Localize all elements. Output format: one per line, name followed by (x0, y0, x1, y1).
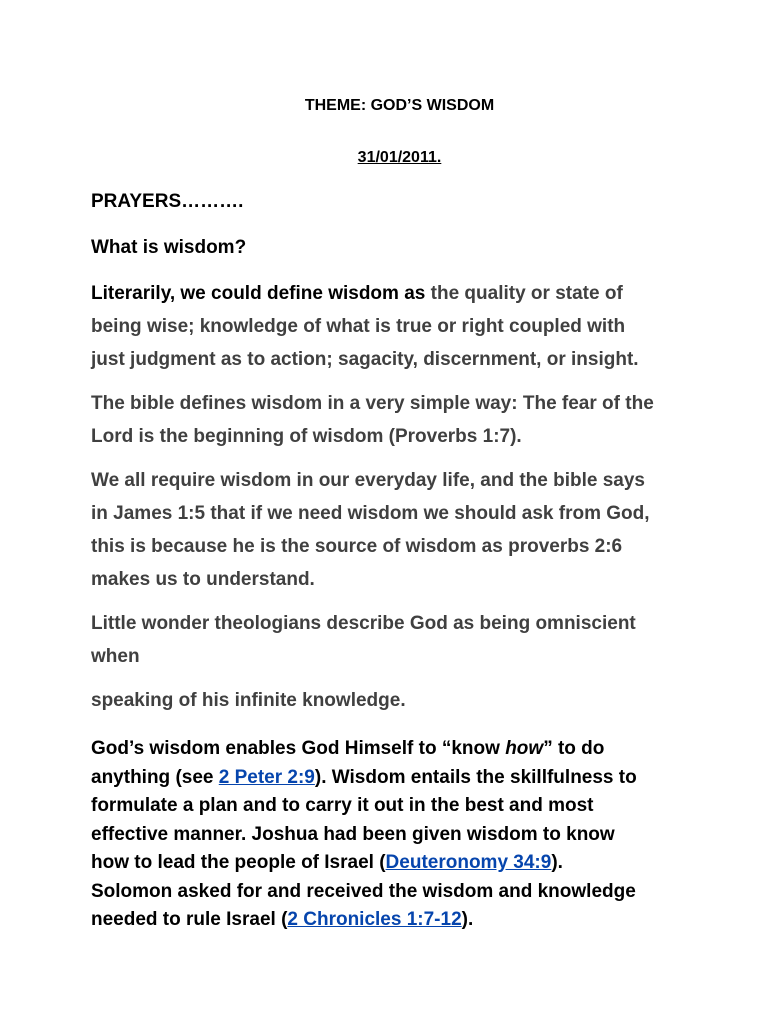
paragraph-line: needed to rule Israel (2 Chronicles 1:7-12). (91, 909, 474, 930)
definition-text: the quality or state of (425, 283, 623, 304)
paragraph-bible-definition (91, 387, 708, 453)
paragraph-line: Solomon asked for and received the wisdom and knowledge (91, 880, 636, 902)
paragraph-line: The bible defines wisdom in a very simple way: The fear of the (91, 393, 654, 414)
paragraph-line: effective manner. Joshua had been given wisdom to know (91, 823, 615, 845)
paragraph-everyday-wisdom (91, 464, 708, 596)
paragraph-line: when (91, 646, 140, 667)
theme-title: THEME: GOD’S WISDOM (304, 97, 495, 114)
paragraph-gods-wisdom (91, 735, 708, 935)
link-deuteronomy-34-9[interactable]: Deuteronomy 34:9 (385, 852, 552, 873)
paragraph-line: We all require wisdom in our everyday life, and the bible says (91, 470, 645, 491)
prayers-heading: PRAYERS………. (91, 191, 244, 212)
paragraph-line: in James 1:5 that if we need wisdom we should ask from God, (91, 503, 650, 524)
paragraph-line: God’s wisdom enables God Himself to “know how” to do (91, 738, 605, 759)
question-heading: What is wisdom? (91, 237, 247, 258)
paragraph-line: just judgment as to action; sagacity, discernment, or insight. (91, 349, 639, 370)
paragraph-line (91, 277, 708, 310)
paragraph-line: Lord is the beginning of wisdom (Proverbs 1:7). (91, 426, 522, 447)
link-2-chronicles-1-7-12[interactable]: 2 Chronicles 1:7-12 (287, 909, 462, 930)
paragraph-line: formulate a plan and to carry it out in the best and most (91, 795, 594, 816)
paragraph-line: speaking of his infinite knowledge. (91, 690, 406, 711)
paragraph-omniscient (91, 607, 708, 673)
paragraph-line: how to lead the people of Israel (Deuteronomy 34:9). (91, 852, 563, 873)
paragraph-line: Little wonder theologians describe God as being omniscient (91, 613, 636, 634)
paragraph-definition (91, 277, 708, 376)
link-2-peter-2-9[interactable]: 2 Peter 2:9 (218, 766, 315, 788)
paragraph-infinite-knowledge (91, 684, 708, 717)
document-date: 31/01/2011. (357, 149, 442, 166)
paragraph-line: makes us to understand. (91, 569, 315, 590)
paragraph-line: this is because he is the source of wisdom as proverbs 2:6 (91, 536, 623, 557)
paragraph-line: anything (see 2 Peter 2:9). Wisdom entails the skillfulness to (91, 766, 637, 788)
emphasis-how: how (505, 738, 544, 759)
paragraph-line: being wise; knowledge of what is true or right coupled with (91, 316, 626, 337)
definition-lead: Literarily, we could define wisdom as (91, 283, 426, 304)
